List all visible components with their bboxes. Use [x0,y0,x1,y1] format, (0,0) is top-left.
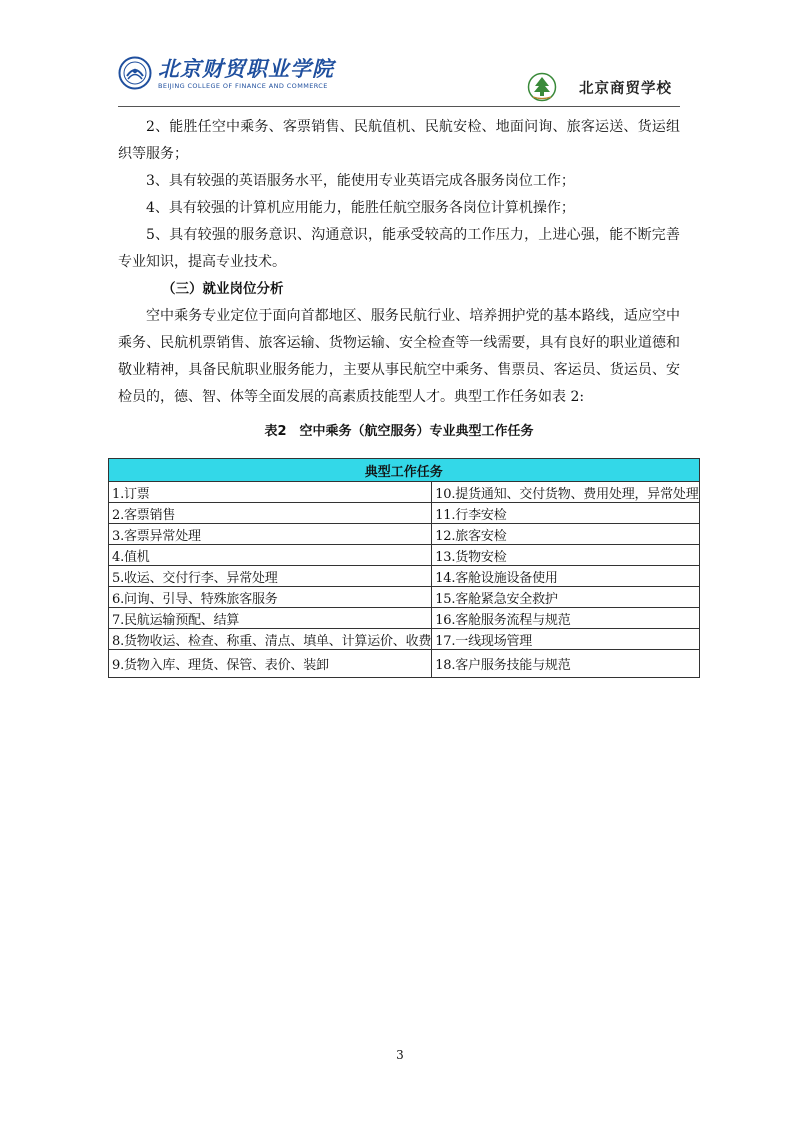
table-cell: 7.民航运输预配、结算 [109,608,432,629]
table-cell: 12.旅客安检 [432,524,699,545]
college-logo-name: 北京财贸职业学院 [158,55,334,81]
body-text [118,114,680,411]
school-logo [527,72,672,102]
table-cell: 13.货物安检 [432,545,699,566]
table-cell: 14.客舱设施设备使用 [432,566,699,587]
table-row [109,482,700,503]
table-cell: 16.客舱服务流程与规范 [432,608,699,629]
table-cell: 1.订票 [109,482,432,503]
table-cell: 8.货物收运、检查、称重、清点、填单、计算运价、收费 [109,629,432,650]
table-row [109,503,700,524]
table-cell: 3.客票异常处理 [109,524,432,545]
school-name: 北京商贸学校 [579,80,672,97]
table-row [109,608,700,629]
college-emblem-icon [118,56,152,90]
college-logo [118,56,334,90]
paragraph-4: 4、具有较强的计算机应用能力，能胜任航空服务各岗位计算机操作； [146,200,575,216]
table-row [109,587,700,608]
tree-emblem-icon [527,72,557,102]
typical-tasks-table [108,458,700,678]
table-cell: 10.提货通知、交付货物、费用处理，异常处理 [432,482,699,503]
table-cell: 11.行李安检 [432,503,699,524]
table-caption: 表2 空中乘务（航空服务）专业典型工作任务 [264,424,534,439]
table-row [109,545,700,566]
section-heading: （三）就业岗位分析 [162,281,284,297]
table-row [109,629,700,650]
table-cell: 2.客票销售 [109,503,432,524]
table-header: 典型工作任务 [109,459,700,482]
table-row [109,650,700,678]
college-logo-english: BEIJING COLLEGE OF FINANCE AND COMMERCE [158,81,328,90]
table-cell: 18.客户服务技能与规范 [432,650,699,678]
page-number: 3 [396,1048,404,1062]
table-cell: 15.客舱紧急安全救护 [432,587,699,608]
table-cell: 9.货物入库、理货、保管、表价、装卸 [109,650,432,678]
paragraph-2: 2、能胜任空中乘务、客票销售、民航值机、民航安检、地面问询、旅客运送、货运组织等服务； [118,119,680,162]
page-header [118,52,680,110]
table-cell: 17.一线现场管理 [432,629,699,650]
table-row [109,566,700,587]
paragraph-6: 空中乘务专业定位于面向首都地区、服务民航行业、培养拥护党的基本路线，适应空中乘务、民航机票销售、旅客运输、货物运输、安全检查等一线需要，具有良好的职业道德和敬业精神，具备民航职业服务能力，主要从事民航空中乘务、售票员、客运员、货运员、安检员的，德、智、体等全面发展的高素质技能型人才。典型工作任务如表 2: [118,308,680,405]
table-cell: 6.问询、引导、特殊旅客服务 [109,587,432,608]
paragraph-3: 3、具有较强的英语服务水平，能使用专业英语完成各服务岗位工作； [146,173,575,189]
table-header-row [109,459,700,482]
table-cell: 5.收运、交付行李、异常处理 [109,566,432,587]
paragraph-5: 5、具有较强的服务意识、沟通意识，能承受较高的工作压力，上进心强，能不断完善专业知识，提高专业技术。 [118,227,680,270]
table-row [109,524,700,545]
table-cell: 4.值机 [109,545,432,566]
header-divider [118,106,680,107]
